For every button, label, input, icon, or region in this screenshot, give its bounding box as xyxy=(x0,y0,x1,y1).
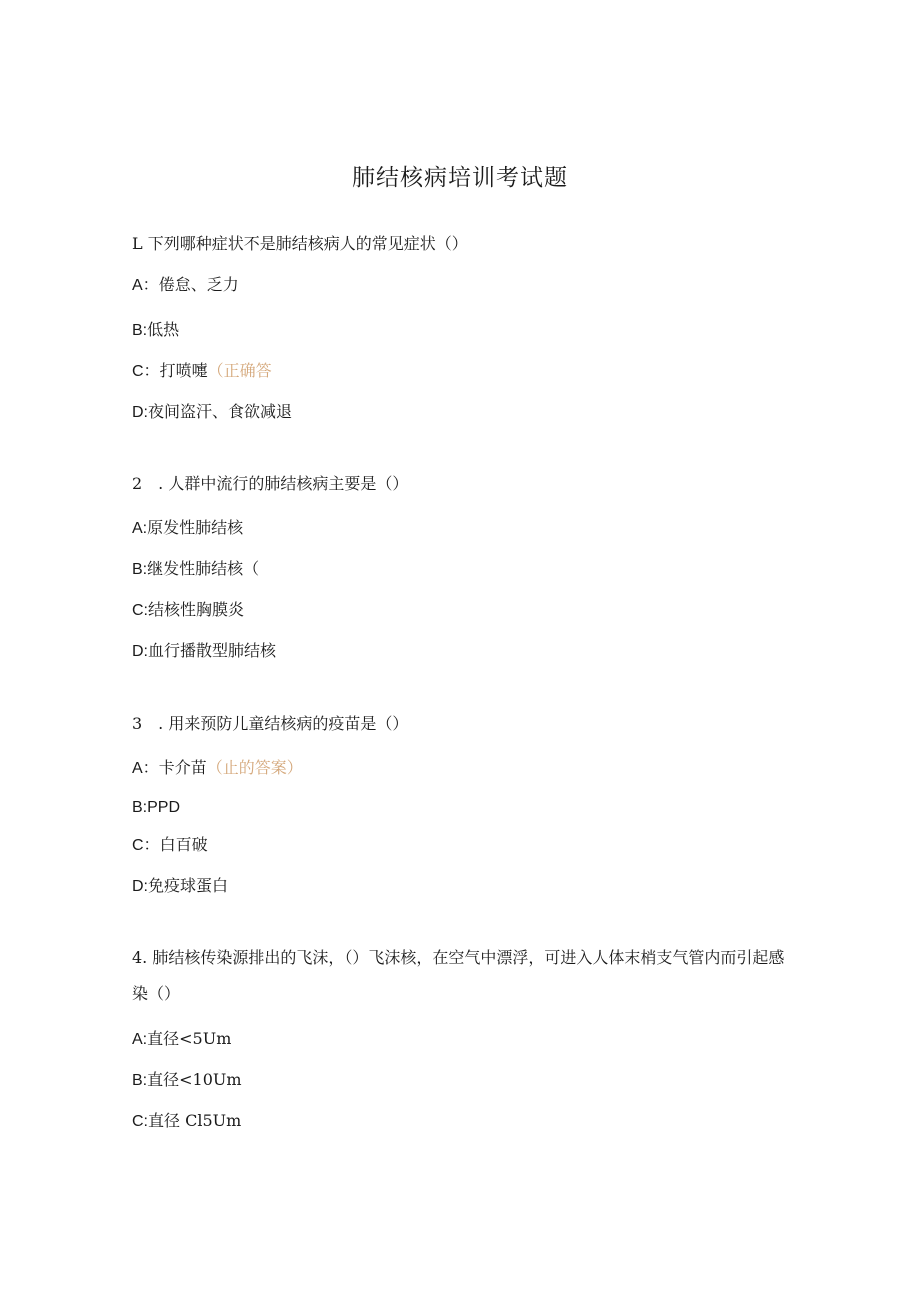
question-2-option-b xyxy=(132,557,259,582)
question-1-option-d xyxy=(132,400,292,425)
option-text: 卡介苗 xyxy=(158,758,207,777)
page-title: 肺结核病培训考试题 xyxy=(352,165,568,191)
option-mark: A: xyxy=(132,520,148,537)
question-3-option-c xyxy=(132,833,208,858)
option-text: 直径<5Um xyxy=(147,1029,232,1048)
option-text: 结核性胸膜炎 xyxy=(148,600,245,619)
option-text: 夜间盗汗、食欲减退 xyxy=(148,402,293,421)
question-1-stem: L 下列哪种症状不是肺结核病人的常见症状（） xyxy=(132,234,468,253)
option-mark: C: xyxy=(132,602,148,619)
option-text: 血行播散型肺结核 xyxy=(148,641,277,660)
question-2-option-a xyxy=(132,516,243,541)
option-mark: D: xyxy=(132,643,148,660)
option-text: 倦怠、乏力 xyxy=(158,275,239,294)
option-mark: A: xyxy=(132,1031,148,1048)
question-2-option-d xyxy=(132,639,276,664)
option-mark: B: xyxy=(132,799,148,816)
option-mark: A： xyxy=(132,760,159,777)
question-3-stem: 3 . 用来预防儿童结核病的疫苗是（） xyxy=(132,714,409,733)
question-4-stem: 4. 肺结核传染源排出的飞沫，（）飞沫核，在空气中漂浮，可进入人体末梢支气管内而引起感染（） xyxy=(132,948,785,1003)
option-mark: C： xyxy=(132,363,160,380)
answer-annotation: （止的答案） xyxy=(206,758,303,777)
question-3-option-a xyxy=(132,756,303,781)
question-4-option-c xyxy=(132,1109,241,1134)
option-mark: D: xyxy=(132,878,148,895)
option-text: 原发性肺结核 xyxy=(147,518,244,537)
option-mark: B: xyxy=(132,322,148,339)
option-text: 直径 Cl5Um xyxy=(148,1111,242,1130)
answer-annotation: （正确答 xyxy=(207,361,272,380)
question-1-option-a xyxy=(132,273,239,298)
option-mark: D: xyxy=(132,404,148,421)
option-mark: A： xyxy=(132,277,159,294)
question-1-option-b xyxy=(132,318,179,343)
option-mark: B: xyxy=(132,561,148,578)
option-text: 白百破 xyxy=(159,835,208,854)
question-2-stem: 2 . 人群中流行的肺结核病主要是（） xyxy=(132,474,409,493)
option-mark: C: xyxy=(132,1113,148,1130)
option-mark: C： xyxy=(132,837,160,854)
question-2-option-c xyxy=(132,598,244,623)
question-3-option-b xyxy=(132,795,180,820)
option-text: PPD xyxy=(147,799,181,816)
question-4-option-a xyxy=(132,1027,231,1052)
option-text: 免疫球蛋白 xyxy=(148,876,229,895)
option-text: 直径<10Um xyxy=(147,1070,242,1089)
question-1-option-c xyxy=(132,359,272,384)
question-3-option-d xyxy=(132,874,228,899)
option-mark: B: xyxy=(132,1072,148,1089)
option-text: 打喷嚏 xyxy=(159,361,208,380)
option-text: 低热 xyxy=(147,320,180,339)
option-text: 继发性肺结核（ xyxy=(147,559,260,578)
question-4-option-b xyxy=(132,1068,242,1093)
